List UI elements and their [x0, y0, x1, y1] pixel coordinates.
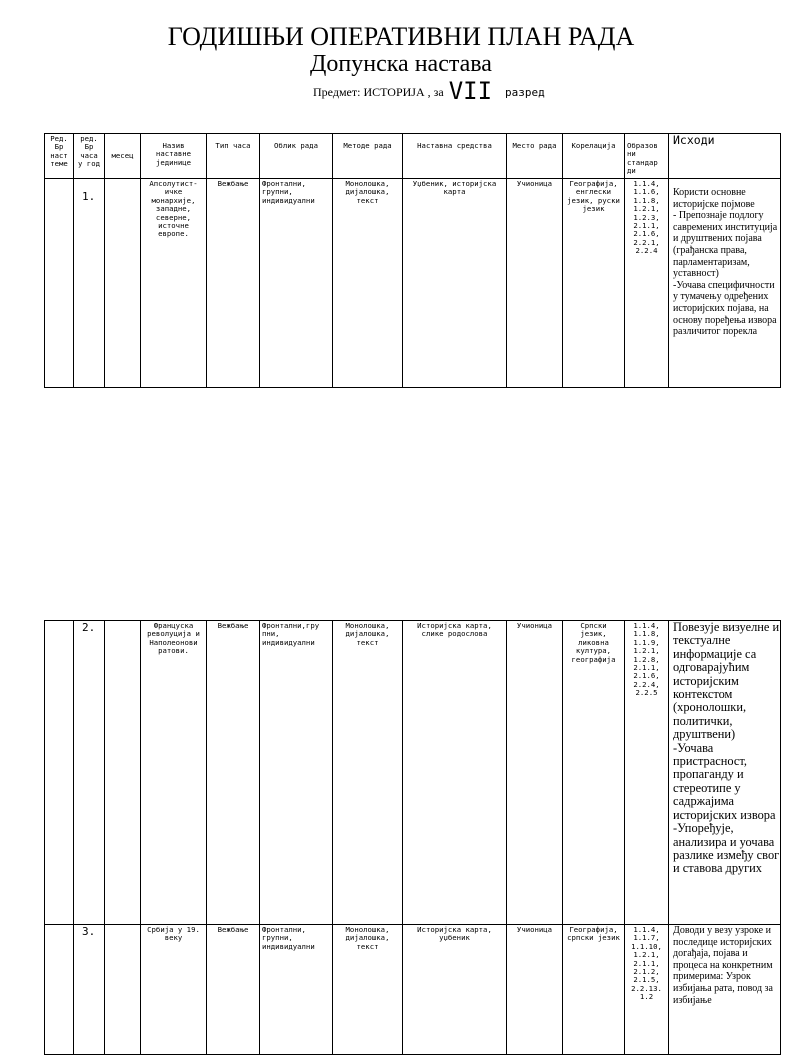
cell-lesson-type: Вежбање [207, 179, 260, 388]
cell-standards: 1.1.4, 1.1.8, 1.1.9, 1.2.1, 1.2.8, 2.1.1, 2.1.6, 2.2.4, 2.2.5 [625, 621, 669, 925]
header-outcomes: Исходи [669, 134, 781, 179]
outcomes-text: Користи основне историјске појмове - Препознаје подлогу савремених институција и друштвених појава (грађанска права, парламентаризам, уставност) -Уочава специфичности у тумачењу одређених историјских појава, на основу поређења извора различитог порекла [673, 187, 778, 338]
cell-correlation: Српски језик, ликовна култура, географија [563, 621, 625, 925]
cell-lesson-type: Вежбање [207, 925, 260, 1055]
cell-standards: 1.1.4, 1.1.7, 1.1.10, 1.2.1, 2.1.1, 2.1.2, 2.1.5, 2.2.13. 1.2 [625, 925, 669, 1055]
outcomes-text: Доводи у везу узроке и последице историјских догађаја, појава и процеса на конкретним примерима: Узрок избијања рата, повод за избијање [673, 925, 773, 1006]
header-lesson-type: Тип часа [207, 134, 260, 179]
grade-value: VII [448, 77, 493, 105]
cell-methods: Монолошка, дијалошка, текст [333, 621, 403, 925]
cell-correlation: Географија, енглески језик, руски језик [563, 179, 625, 388]
cell-work-form: Фронтални, групни, индивидуални [260, 925, 333, 1055]
header-place: Место рада [507, 134, 563, 179]
cell-topic-no [45, 925, 74, 1055]
cell-lesson-type: Вежбање [207, 621, 260, 925]
cell-materials: Историјска карта, уџбеник [403, 925, 507, 1055]
cell-correlation: Географија, српски језик [563, 925, 625, 1055]
cell-materials: Уџбеник, историјска карта [403, 179, 507, 388]
cell-methods: Монолошка, дијалошка, текст [333, 925, 403, 1055]
cell-lesson-no: 1. [74, 179, 105, 388]
cell-unit: Србија у 19. веку [141, 925, 207, 1055]
header-unit: Назив наставне јединице [141, 134, 207, 179]
header-month: месец [105, 134, 141, 179]
document-subtitle: Допунска настава [310, 51, 492, 77]
table-row [45, 179, 781, 388]
cell-work-form: Фронтални,гру пни, индивидуални [260, 621, 333, 925]
cell-month [105, 621, 141, 925]
cell-work-form: Фронтални, групни, индивидуални [260, 179, 333, 388]
cell-standards: 1.1.4, 1.1.6, 1.1.8, 1.2.1, 1.2.3, 2.1.1, 2.1.6, 2.2.1, 2.2.4 [625, 179, 669, 388]
cell-outcomes [669, 925, 781, 1055]
table-row [45, 621, 781, 925]
cell-outcomes [669, 179, 781, 388]
cell-materials: Историјска карта, слике родослова [403, 621, 507, 925]
plan-table-continued [44, 620, 781, 1055]
cell-outcomes [669, 621, 781, 925]
subject-label: Предмет: ИСТОРИЈА , за [313, 85, 444, 99]
header-lesson-no: ред. Бр часа у год [74, 134, 105, 179]
plan-table [44, 133, 781, 388]
cell-lesson-no: 3. [74, 925, 105, 1055]
table-header-row [45, 134, 781, 179]
table-row [45, 925, 781, 1055]
cell-topic-no [45, 621, 74, 925]
header-methods: Методе рада [333, 134, 403, 179]
header-materials: Наставна средства [403, 134, 507, 179]
subject-line [313, 78, 545, 106]
outcomes-text: Повезује визуелне и текстуалне информације са одговарајућим историјским контекстом (хронолошки, политички, друштвени) -Уочава пристрасност, пропаганду и стереотипе у садржајима историјских извора -Упоређује, анализира и уочава разлике између свог и ставова других [673, 620, 780, 876]
cell-month [105, 925, 141, 1055]
document-title: ГОДИШЊИ ОПЕРАТИВНИ ПЛАН РАДА [167, 22, 635, 51]
cell-unit: Апсолутист-ичке монархије, западне, северне, источне европе. [141, 179, 207, 388]
cell-place: Учионица [507, 621, 563, 925]
cell-topic-no [45, 179, 74, 388]
header-topic-no: Ред. Бр наст теме [45, 134, 74, 179]
grade-suffix: разред [505, 86, 545, 99]
cell-place: Учионица [507, 179, 563, 388]
cell-unit: Француска револуција и Наполеонови ратови. [141, 621, 207, 925]
cell-place: Учионица [507, 925, 563, 1055]
cell-lesson-no: 2. [74, 621, 105, 925]
header-work-form: Облик рада [260, 134, 333, 179]
header-standards: Образов ни стандар ди [625, 134, 669, 179]
cell-month [105, 179, 141, 388]
cell-methods: Монолошка, дијалошка, текст [333, 179, 403, 388]
header-correlation: Корелација [563, 134, 625, 179]
